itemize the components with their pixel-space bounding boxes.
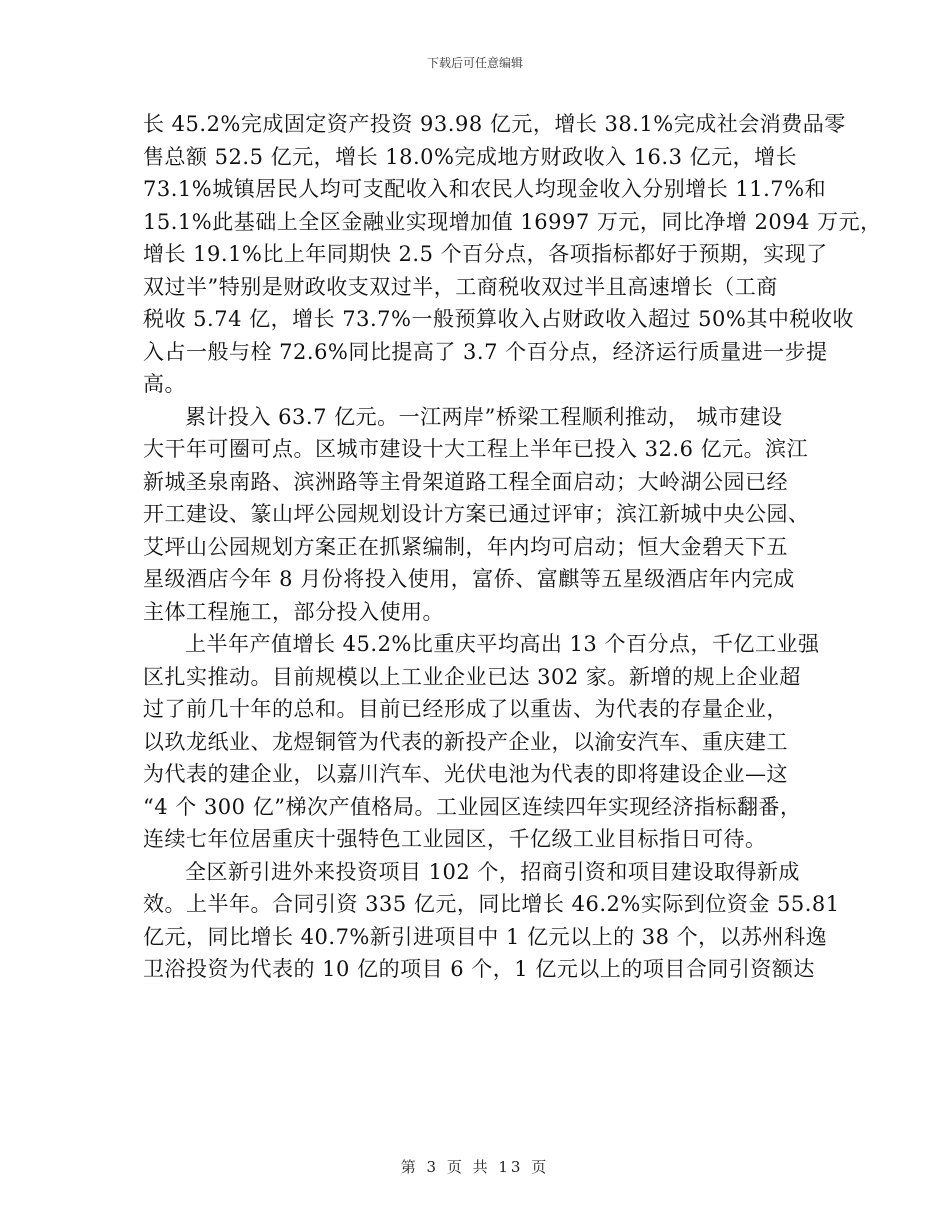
text-line: 长 45.2%完成固定资产投资 93.98 亿元，增长 38.1%完成社会消费品零 xyxy=(143,112,846,136)
text-line: 以玖龙纸业、龙煜铜管为代表的新投产企业，以渝安汽车、重庆建工 xyxy=(143,729,788,754)
text-line: 全区新引进外来投资项目 102 个，招商引资和项目建设取得新成 xyxy=(185,859,800,884)
text-line: 亿元，同比增长 40.7%新引进项目中 1 亿元以上的 38 个，以苏州科逸 xyxy=(143,924,828,949)
text-line: 艾坪山公园规划方案正在抓紧编制，年内均可启动；恒大金碧天下五 xyxy=(143,534,788,559)
text-line: 增长 19.1%比上年同期快 2.5 个百分点，各项指标都好于预期，实现了 xyxy=(143,242,828,266)
document-body xyxy=(143,108,882,986)
paragraph-4 xyxy=(143,856,840,986)
paragraph-3 xyxy=(143,628,823,856)
text-line: 上半年产值增长 45.2%比重庆平均高出 13 个百分点，千亿工业强 xyxy=(185,632,820,656)
text-line: 效。上半年。合同引资 335 亿元，同比增长 46.2%实际到位资金 55.81 xyxy=(143,892,840,916)
text-line: 星级酒店今年 8 月份将投入使用，富侨、富麒等五星级酒店年内完成 xyxy=(143,567,795,591)
text-line: 大干年可圈可点。区城市建设十大工程上半年已投入 32.6 亿元。滨江 xyxy=(143,437,809,461)
text-line: 过了前几十年的总和。目前已经形成了以重齿、为代表的存量企业， xyxy=(143,697,788,721)
text-line: 区扎实推动。目前规模以上工业企业已达 302 家。新增的规上企业超 xyxy=(143,664,801,689)
text-line: 73.1%城镇居民人均可支配收入和农民人均现金收入分别增长 11.7%和 xyxy=(143,177,827,201)
page-number-footer: 第 3 页 共 13 页 xyxy=(400,1158,550,1176)
text-line: 售总额 52.5 亿元，增长 18.0%完成地方财政收入 16.3 亿元，增长 xyxy=(143,144,798,169)
paragraph-1 xyxy=(143,108,882,401)
text-line: 开工建设、篆山坪公园规划设计方案已通过评审；滨江新城中央公园、 xyxy=(143,502,810,526)
page-header: 下载后可任意编辑 xyxy=(426,56,523,70)
text-line: 累计投入 63.7 亿元。一江两岸”桥梁工程顺利推动， 城市建设 xyxy=(185,404,783,429)
text-line: 卫浴投资为代表的 10 亿的项目 6 个，1 亿元以上的项目合同引资额达 xyxy=(143,957,815,981)
text-line: 税收 5.74 亿，增长 73.7%一般预算收入占财政收入超过 50%其中税收收 xyxy=(143,307,854,331)
text-line: “4 个 300 亿”梯次产值格局。工业园区连续四年实现经济指标翻番， xyxy=(143,794,802,819)
paragraph-2 xyxy=(143,401,823,629)
text-line: 主体工程施工，部分投入使用。 xyxy=(143,599,444,624)
text-line: 双过半”特别是财政收支双过半，工商税收双过半且高速增长（工商 xyxy=(143,274,778,299)
text-line: 连续七年位居重庆十强特色工业园区，千亿级工业目标指日可待。 xyxy=(143,827,767,851)
text-line: 15.1%此基础上全区金融业实现增加值 16997 万元，同比净增 2094 万元， xyxy=(143,209,882,234)
text-line: 高。 xyxy=(143,372,186,396)
text-line: 新城圣泉南路、滨洲路等主骨架道路工程全面启动；大岭湖公园已经 xyxy=(143,469,788,494)
text-line: 为代表的建企业，以嘉川汽车、光伏电池为代表的即将建设企业—这 xyxy=(143,762,788,786)
text-line: 入占一般与栓 72.6%同比提高了 3.7 个百分点，经济运行质量进一步提 xyxy=(143,339,828,364)
